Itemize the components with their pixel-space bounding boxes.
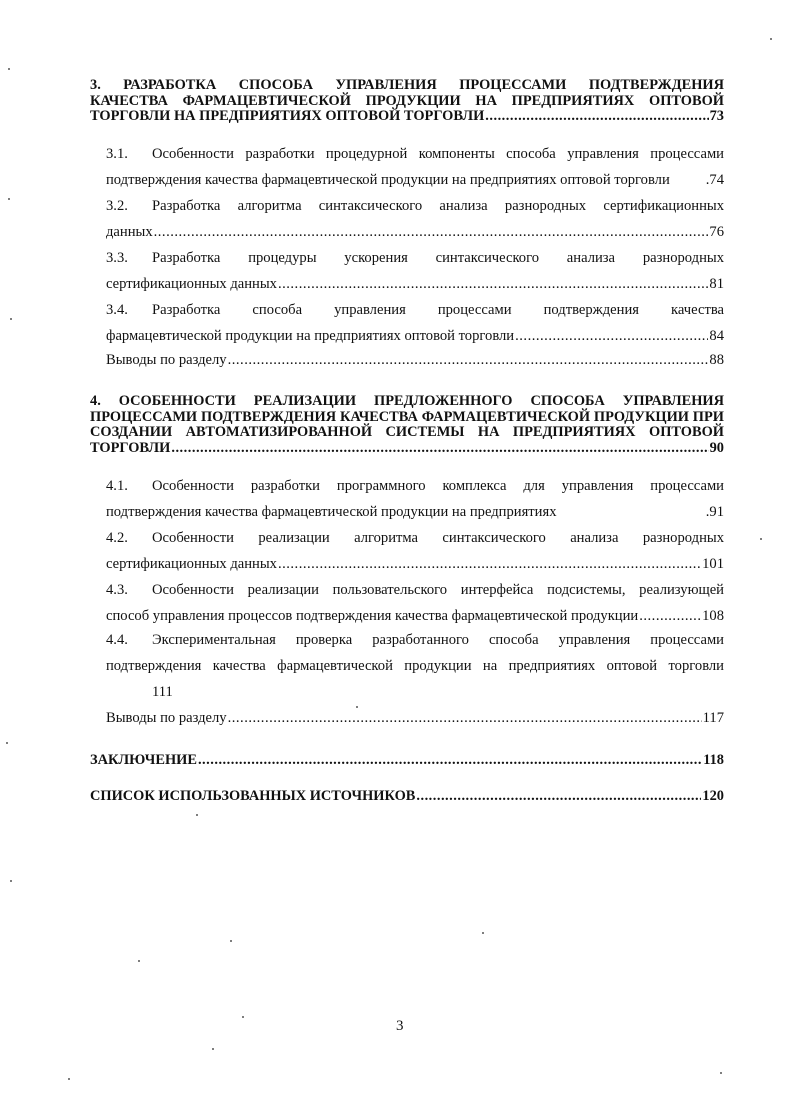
item-page: 108 [702, 608, 724, 624]
chapter-4-page: 90 [709, 439, 724, 456]
item-number: 3.4. [106, 302, 128, 318]
references-label: СПИСОК ИСПОЛЬЗОВАННЫХ ИСТОЧНИКОВ [90, 788, 416, 804]
item-number: 4.3. [106, 582, 128, 598]
leader-dots [278, 556, 701, 573]
toc-summary-3[interactable] [106, 352, 724, 369]
toc-item-3-3[interactable] [106, 250, 724, 293]
item-title-line-2: фармацевтической продукции на предприятиях оптовой торговли [106, 328, 515, 344]
item-page: .74 [702, 172, 724, 188]
item-title-line-2: подтверждения качества фармацевтической продукции на предприятиях оптовой торговли [106, 658, 724, 674]
toc-item-3-2[interactable] [106, 198, 724, 241]
item-page: 81 [709, 276, 724, 292]
conclusion-label: ЗАКЛЮЧЕНИЕ [90, 752, 197, 768]
leader-dots [416, 788, 701, 805]
leader-dots [485, 109, 708, 125]
item-title-line-2: способ управления процессов подтверждения качества фармацевтической продукции [106, 608, 639, 624]
item-title-line-1: Разработка алгоритма синтаксического анализа разнородных сертификационных [152, 198, 724, 214]
summary-label: Выводы по разделу [106, 710, 227, 726]
chapter-3-line-3: ТОРГОВЛИ НА ПРЕДПРИЯТИЯХ ОПТОВОЙ ТОРГОВЛИ [90, 108, 485, 124]
item-number: 4.1. [106, 478, 128, 494]
toc-references[interactable] [90, 788, 724, 805]
item-page: 101 [702, 556, 724, 572]
item-title-line-2: сертификационных данных [106, 556, 277, 572]
toc-summary-4[interactable] [106, 710, 724, 727]
conclusion-page: 118 [703, 752, 724, 768]
item-title-line-2: сертификационных данных [106, 276, 277, 292]
summary-label: Выводы по разделу [106, 352, 227, 368]
item-number: 4.2. [106, 530, 128, 546]
chapter-3-page: 73 [709, 108, 724, 124]
item-page: 111 [152, 684, 173, 700]
item-title-line-2: данных [106, 224, 153, 240]
chapter-4-heading[interactable] [90, 394, 724, 456]
item-number: 3.1. [106, 146, 128, 162]
item-page: 84 [709, 328, 724, 344]
leader-dots [639, 608, 701, 625]
references-page: 120 [702, 788, 724, 804]
toc-item-4-3[interactable] [106, 582, 724, 625]
chapter-4-line-1: 4. ОСОБЕННОСТИ РЕАЛИЗАЦИИ ПРЕДЛОЖЕННОГО СПОСОБА УПРАВЛЕНИЯ [90, 393, 724, 409]
leader-dots [198, 752, 702, 769]
chapter-3-heading[interactable] [90, 78, 724, 125]
item-title-line-1: Особенности разработки процедурной компоненты способа управления процессами [152, 146, 724, 162]
item-title-line-1: Особенности реализации пользовательского интерфейса подсистемы, реализующей [152, 582, 724, 598]
item-number: 3.3. [106, 250, 128, 266]
leader-dots [171, 441, 708, 457]
toc-item-3-1[interactable] [106, 146, 724, 189]
item-page: 76 [709, 224, 724, 240]
item-title-line-1: Разработка процедуры ускорения синтаксического анализа разнородных [152, 250, 724, 266]
item-title-line-2: подтверждения качества фармацевтической продукции на предприятиях оптовой торговли [106, 172, 670, 188]
summary-page: 117 [702, 710, 724, 726]
chapter-4-line-4: ТОРГОВЛИ [90, 439, 171, 456]
item-title-line-1: Особенности разработки программного комплекса для управления процессами [152, 478, 724, 494]
chapter-4-line-2: ПРОЦЕССАМИ ПОДТВЕРЖДЕНИЯ КАЧЕСТВА ФАРМАЦЕВТИЧЕСКОЙ ПРОДУКЦИИ ПРИ [90, 408, 724, 425]
chapter-3-line-2: КАЧЕСТВА ФАРМАЦЕВТИЧЕСКОЙ ПРОДУКЦИИ НА ПРЕДПРИЯТИЯХ ОПТОВОЙ [90, 92, 724, 109]
item-title-line-1: Экспериментальная проверка разработанного способа управления процессами [152, 632, 724, 648]
leader-dots [278, 276, 708, 293]
leader-dots [154, 224, 709, 241]
item-page: .91 [702, 504, 724, 520]
leader-dots [515, 328, 708, 345]
page-number: 3 [396, 1018, 404, 1034]
toc-item-3-4[interactable] [106, 302, 724, 345]
leader-dots [228, 352, 709, 369]
item-number: 3.2. [106, 198, 128, 214]
leader-dots [228, 710, 702, 727]
item-number: 4.4. [106, 632, 128, 648]
item-title-line-2: подтверждения качества фармацевтической продукции на предприятиях [106, 504, 557, 520]
chapter-3-line-1: 3. РАЗРАБОТКА СПОСОБА УПРАВЛЕНИЯ ПРОЦЕССАМИ ПОДТВЕРЖДЕНИЯ [90, 77, 724, 93]
item-title-line-1: Особенности реализации алгоритма синтаксического анализа разнородных [152, 530, 724, 546]
item-title-line-1: Разработка способа управления процессами подтверждения качества [152, 302, 724, 318]
chapter-4-line-3: СОЗДАНИИ АВТОМАТИЗИРОВАННОЙ СИСТЕМЫ НА ПРЕДПРИЯТИЯХ ОПТОВОЙ [90, 424, 724, 440]
summary-page: 88 [709, 352, 724, 368]
toc-item-4-1[interactable] [106, 478, 724, 521]
toc-item-4-2[interactable] [106, 530, 724, 573]
toc-conclusion[interactable] [90, 752, 724, 769]
toc-item-4-4[interactable] [106, 632, 724, 701]
